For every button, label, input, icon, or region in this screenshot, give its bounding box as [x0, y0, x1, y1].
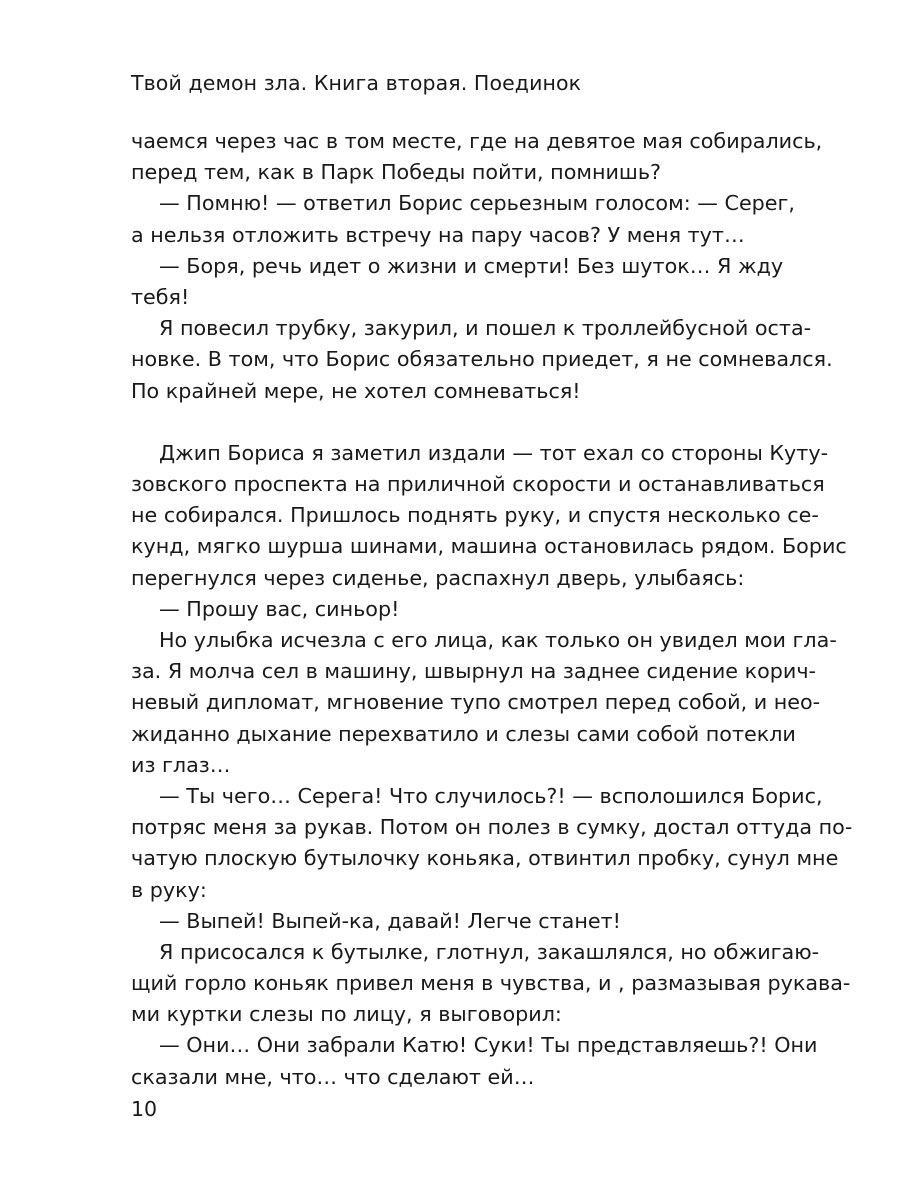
running-head: Твой демон зла. Книга вторая. Поединок — [131, 71, 582, 95]
text-line: новке. В том, что Борис обязательно приедет, я не сомневался. — [131, 347, 833, 372]
text-line: — Помню! — ответил Борис серьезным голосом: — Серег, — [159, 191, 795, 216]
text-line: кунд, мягко шурша шинами, машина остановилась рядом. Борис — [131, 534, 847, 559]
text-line: перед тем, как в Парк Победы пойти, помнишь? — [131, 160, 662, 185]
text-line: перегнулся через сиденье, распахнул дверь, улыбаясь: — [131, 565, 745, 590]
text-line: чатую плоскую бутылочку коньяка, отвинтил пробку, сунул мне — [131, 846, 839, 871]
text-line: Я присосался к бутылке, глотнул, закашлялся, но обжигаю- — [159, 939, 820, 964]
text-line: жиданно дыхание перехватило и слезы сами собой потекли — [131, 721, 796, 746]
text-line: Джип Бориса я заметил издали — тот ехал со стороны Куту- — [159, 440, 829, 465]
text-line: из глаз… — [131, 752, 231, 777]
text-line: за. Я молча сел в машину, швырнул на заднее сидение корич- — [131, 659, 817, 684]
text-line: — Прошу вас, синьор! — [159, 596, 400, 621]
text-line: невый дипломат, мгновение тупо смотрел перед собой, и нео- — [131, 690, 821, 715]
text-line: не собирался. Пришлось поднять руку, и спустя несколько се- — [131, 503, 819, 528]
text-line: а нельзя отложить встречу на пару часов? У меня тут… — [131, 222, 745, 247]
text-line: Но улыбка исчезла с его лица, как только он увидел мои гла- — [159, 628, 837, 652]
text-line: щий горло коньяк привел меня в чувства, и , размазывая рукава- — [131, 971, 851, 996]
body-text — [131, 126, 853, 1093]
text-line: По крайней мере, не хотел сомневаться! — [131, 378, 581, 403]
text-line: чаемся через час в том месте, где на девятое мая собирались, — [131, 129, 823, 153]
text-line: потряс меня за рукав. Потом он полез в сумку, достал оттуда по- — [131, 815, 853, 840]
text-line: — Выпей! Выпей-ка, давай! Легче станет! — [159, 908, 621, 933]
page-number: 10 — [131, 1097, 158, 1121]
text-line: Я повесил трубку, закурил, и пошел к троллейбусной оста- — [159, 316, 812, 341]
text-line: — Боря, речь идет о жизни и смерти! Без шуток… Я жду — [159, 253, 784, 278]
text-line: в руку: — [131, 877, 207, 902]
text-line: зовского проспекта на приличной скорости и останавливаться — [131, 472, 825, 497]
text-line: — Они… Они забрали Катю! Суки! Ты представляешь?! Они — [159, 1033, 818, 1058]
section-break — [131, 407, 764, 438]
text-line: тебя! — [131, 284, 190, 309]
text-line: — Ты чего… Серега! Что случилось?! — всполошился Борис, — [159, 783, 823, 808]
text-line: сказали мне, что… что сделают ей… — [131, 1064, 535, 1089]
text-line: ми куртки слезы по лицу, я выговорил: — [131, 1002, 562, 1027]
